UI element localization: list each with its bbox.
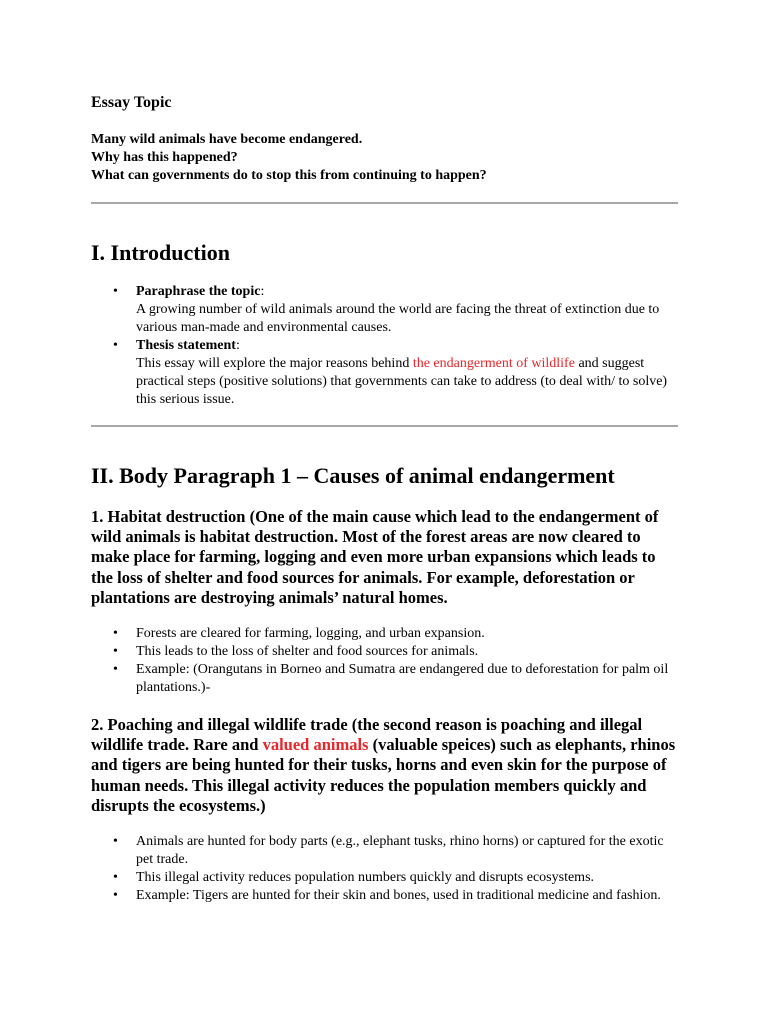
bullet-icon: • [113,834,118,849]
list-item [91,643,678,661]
bullet-icon: • [113,662,118,677]
introduction-list [91,283,678,409]
list-item [91,887,678,905]
essay-prompt [91,131,487,185]
list-item-text: This illegal activity reduces population numbers quickly and disrupts ecosystems. [136,870,595,885]
introduction-heading: I. Introduction [91,240,230,265]
poaching-highlight: valued animals [262,735,369,755]
divider [91,425,678,427]
bullet-icon: • [113,284,118,299]
list-item-text: This leads to the loss of shelter and food sources for animals. [136,644,479,659]
list-item-text: Animals are hunted for body parts (e.g., elephant tusks, rhino horns) or captured for the exotic pet trade. [136,834,664,867]
list-item-text: Example: (Orangutans in Borneo and Sumatra are endangered due to deforestation for palm oil plantations.)- [136,662,669,695]
paraphrase-label: Paraphrase the topic [136,284,261,299]
label-colon: : [235,338,240,353]
thesis-label: Thesis statement [136,338,236,353]
thesis-item [91,337,678,409]
list-item-text: Example: Tigers are hunted for their skin and bones, used in traditional medicine and fashion. [136,888,661,903]
bullet-icon: • [113,338,118,353]
poaching-heading [91,715,681,816]
prompt-line: What can governments do to stop this from continuing to happen? [91,168,487,183]
list-item [91,661,678,697]
poaching-bullets [91,833,678,905]
thesis-highlight: the endangerment of wildlife [412,356,575,371]
list-item [91,625,678,643]
paraphrase-item [91,283,678,337]
poaching-text-end: (valuable speices) such as elephants, rhinos and tigers are being hunted for their tusks, horns and even skin for the purpose of human needs. This illegal activity reduces the population members quickly and disrupts the ecosystems.) [91,735,676,815]
bullet-icon: • [113,870,118,885]
list-item [91,833,678,869]
body-paragraph-1-heading: II. Body Paragraph 1 – Causes of animal endangerment [91,463,615,488]
essay-topic-heading: Essay Topic [91,94,172,111]
thesis-text-end: and suggest practical steps (positive solutions) that governments can take to address (to deal with/ to solve) this serious issue. [136,356,668,407]
prompt-line: Why has this happened? [91,150,238,165]
bullet-icon: • [113,626,118,641]
habitat-destruction-heading: 1. Habitat destruction (One of the main cause which lead to the endangerment of wild animals is habitat destruction. Most of the forest areas are now cleared to make place for farming, logging and even more urban expansions which leads to the loss of shelter and food sources for animals. For example, deforestation or plantations are destroying animals’ natural homes. [91,507,659,607]
divider [91,202,678,204]
bullet-icon: • [113,644,118,659]
prompt-line: Many wild animals have become endangered. [91,132,363,147]
poaching-text-start: 2. Poaching and illegal wildlife trade (the second reason is poaching and illegal wildlife trade. Rare and [91,715,643,755]
habitat-bullets [91,625,678,697]
list-item-text: Forests are cleared for farming, logging, and urban expansion. [136,626,485,641]
bullet-icon: • [113,888,118,903]
thesis-text-start: This essay will explore the major reasons behind [136,356,413,371]
paraphrase-text: A growing number of wild animals around the world are facing the threat of extinction due to various man-made and environmental causes. [136,302,660,335]
label-colon: : [260,284,265,299]
list-item [91,869,678,887]
